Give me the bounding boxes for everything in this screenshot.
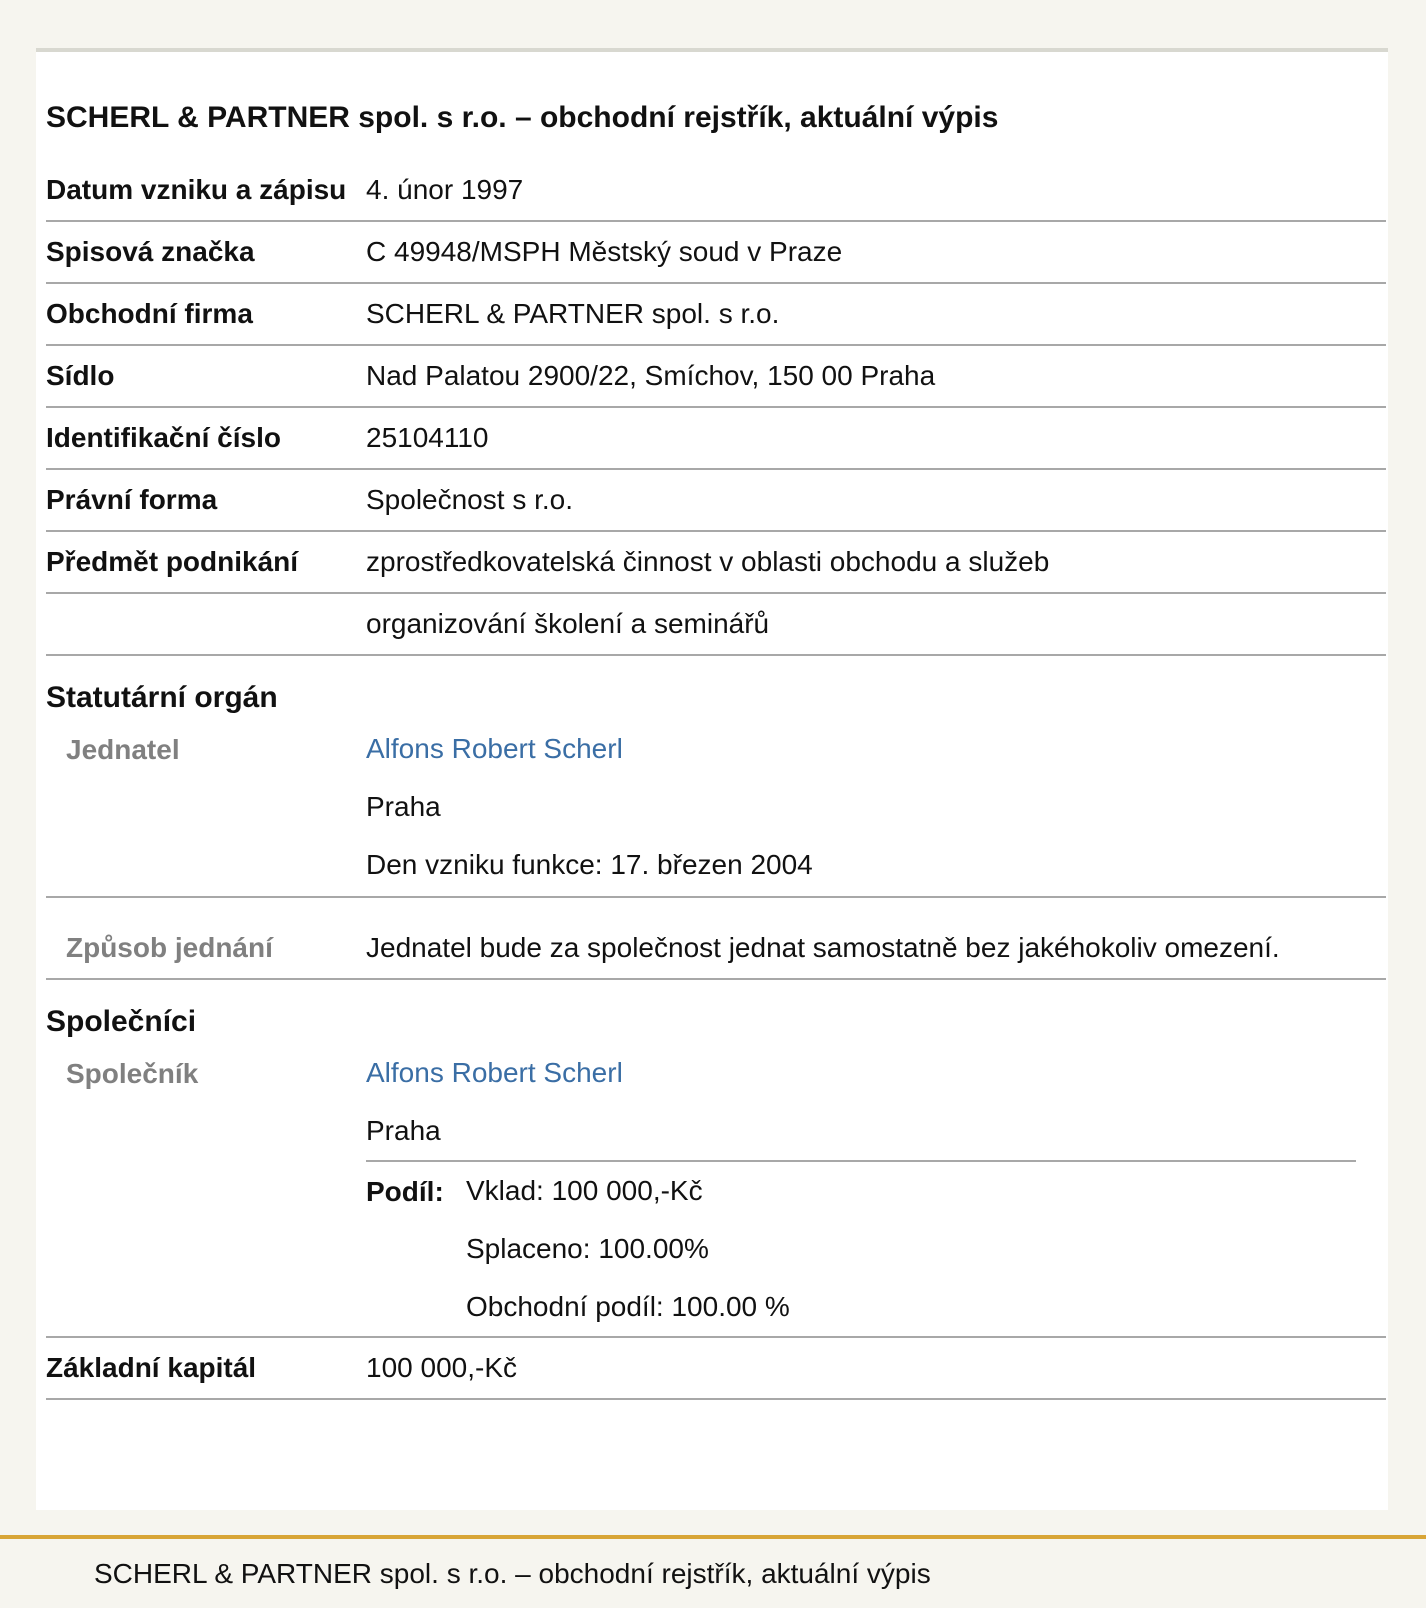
- person-link[interactable]: Alfons Robert Scherl: [366, 733, 623, 764]
- row-spisova: [46, 222, 1386, 284]
- row-value: [366, 1044, 1386, 1336]
- row-label: Datum vzniku a zápisu: [46, 174, 347, 205]
- section-heading-statutarni: Statutární orgán: [46, 681, 278, 714]
- row-label: Spisová značka: [46, 236, 255, 267]
- row-label: Společník: [66, 1058, 199, 1089]
- row-zpusob: [46, 898, 1386, 980]
- share-block: [366, 1160, 1356, 1336]
- row-label-empty: [46, 594, 366, 654]
- row-jednatel: [46, 720, 1386, 898]
- row-label: Způsob jednání: [66, 932, 273, 963]
- page-title: SCHERL & PARTNER spol. s r.o. – obchodní rejstřík, aktuální výpis: [46, 101, 999, 134]
- share-splaceno: Splaceno: 100.00%: [466, 1233, 709, 1264]
- row-value: Nad Palatou 2900/22, Smíchov, 150 00 Praha: [366, 360, 936, 391]
- person-city: Praha: [366, 791, 441, 822]
- row-label: Jednatel: [66, 734, 180, 765]
- row-label: Obchodní firma: [46, 298, 253, 329]
- share-label: Podíl:: [366, 1176, 444, 1207]
- row-sidlo: [46, 346, 1386, 408]
- footer-divider: [0, 1535, 1426, 1539]
- row-value: 4. únor 1997: [366, 174, 524, 205]
- section-heading-spolecnici: Společníci: [46, 1005, 197, 1038]
- row-value: C 49948/MSPH Městský soud v Praze: [366, 236, 843, 267]
- person-link[interactable]: Alfons Robert Scherl: [366, 1057, 623, 1088]
- row-predmet: [46, 532, 1386, 594]
- share-vklad: Vklad: 100 000,-Kč: [466, 1175, 703, 1206]
- row-label: Předmět podnikání: [46, 546, 299, 577]
- row-value: 100 000,-Kč: [366, 1352, 517, 1383]
- row-label: Právní forma: [46, 484, 218, 515]
- row-forma: [46, 470, 1386, 532]
- row-kapital: [46, 1338, 1386, 1400]
- row-value: Společnost s r.o.: [366, 484, 574, 515]
- row-value: Jednatel bude za společnost jednat samostatně bez jakéhokoliv omezení.: [366, 932, 1280, 963]
- row-value: [366, 720, 1386, 896]
- function-since: Den vzniku funkce: 17. březen 2004: [366, 849, 813, 880]
- row-datum: [46, 160, 1386, 222]
- share-podil: Obchodní podíl: 100.00 %: [466, 1291, 790, 1322]
- row-predmet-2: [46, 594, 1386, 656]
- row-label: Sídlo: [46, 360, 115, 391]
- share-values: [466, 1162, 1356, 1336]
- row-label: Základní kapitál: [46, 1352, 257, 1383]
- row-spolecnik: [46, 1044, 1386, 1338]
- registry-card: [36, 48, 1388, 1510]
- row-ico: [46, 408, 1386, 470]
- row-value: zprostředkovatelská činnost v oblasti obchodu a služeb: [366, 546, 1050, 577]
- row-value: 25104110: [366, 422, 489, 453]
- row-value: SCHERL & PARTNER spol. s r.o.: [366, 298, 780, 329]
- row-value: organizování školení a seminářů: [366, 608, 770, 639]
- registry-rows: [46, 160, 1386, 1400]
- person-city: Praha: [366, 1115, 441, 1146]
- row-firma: [46, 284, 1386, 346]
- footer-title: SCHERL & PARTNER spol. s r.o. – obchodní rejstřík, aktuální výpis: [94, 1558, 931, 1589]
- row-label: Identifikační číslo: [46, 422, 281, 453]
